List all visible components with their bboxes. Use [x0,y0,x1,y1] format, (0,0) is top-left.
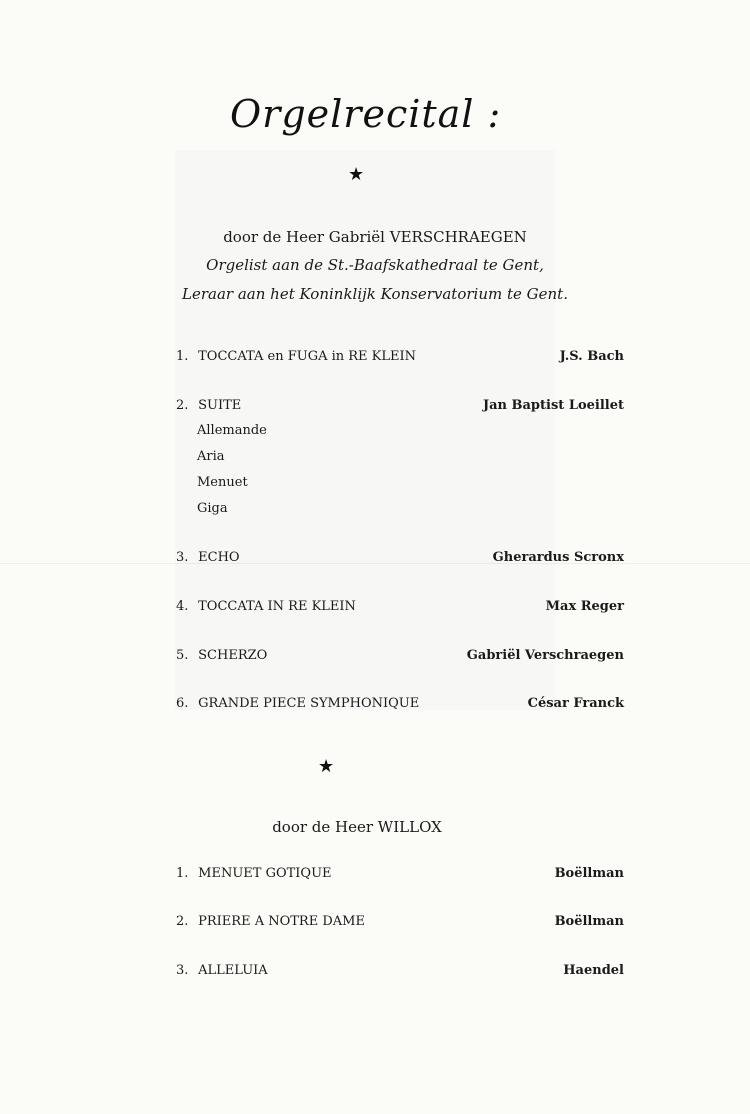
item-work: PRIERE A NOTRE DAME [198,914,365,929]
item-composer: J.S. Bach [559,349,624,364]
program-item [176,696,624,711]
item-work: MENUET GOTIQUE [198,866,332,881]
item-number: 1. [176,349,189,364]
item-number: 4. [176,599,189,614]
program-item [176,398,624,413]
item-number: 2. [176,914,189,929]
item-composer: Haendel [563,963,624,978]
second-performer-name: door de Heer WILLOX [272,818,442,836]
item-composer: Max Reger [545,599,624,614]
item-number: 3. [176,963,189,978]
first-performer-role2: Leraar aan het Koninklijk Konservatorium te Gent. [182,285,568,303]
item-work: TOCCATA en FUGA in RE KLEIN [198,349,417,364]
program-item [176,599,624,614]
item-number: 2. [176,398,189,413]
first-performer-role1: Orgelist aan de St.-Baafskathedraal te Gent, [206,256,544,274]
movement: Giga [197,501,228,516]
item-work: ECHO [198,550,240,565]
item-number: 1. [176,866,189,881]
item-work: SUITE [198,398,242,413]
item-composer: Gabriël Verschraegen [466,648,624,663]
program-item [176,550,624,565]
movement: Menuet [197,475,248,490]
movement: Allemande [197,423,267,438]
item-number: 6. [176,696,189,711]
item-work: SCHERZO [198,648,268,663]
item-composer: César Franck [527,696,624,711]
star-icon: ★ [348,164,365,185]
program-item [176,648,624,663]
item-work: TOCCATA IN RE KLEIN [198,599,356,614]
item-work: GRANDE PIECE SYMPHONIQUE [198,696,420,711]
item-number: 5. [176,648,189,663]
program-item [176,963,624,978]
star-icon: ★ [318,756,335,777]
first-performer-name: door de Heer Gabriël VERSCHRAEGEN [223,228,527,246]
item-composer: Boëllman [554,914,624,929]
item-composer: Boëllman [554,866,624,881]
movement: Aria [197,449,225,464]
page-title: Orgelrecital : [230,92,502,136]
item-number: 3. [176,550,189,565]
item-work: ALLELUIA [198,963,268,978]
program-item [176,866,624,881]
program-item [176,349,624,364]
program-item [176,914,624,929]
item-composer: Gherardus Scronx [492,550,624,565]
item-composer: Jan Baptist Loeillet [482,398,624,413]
